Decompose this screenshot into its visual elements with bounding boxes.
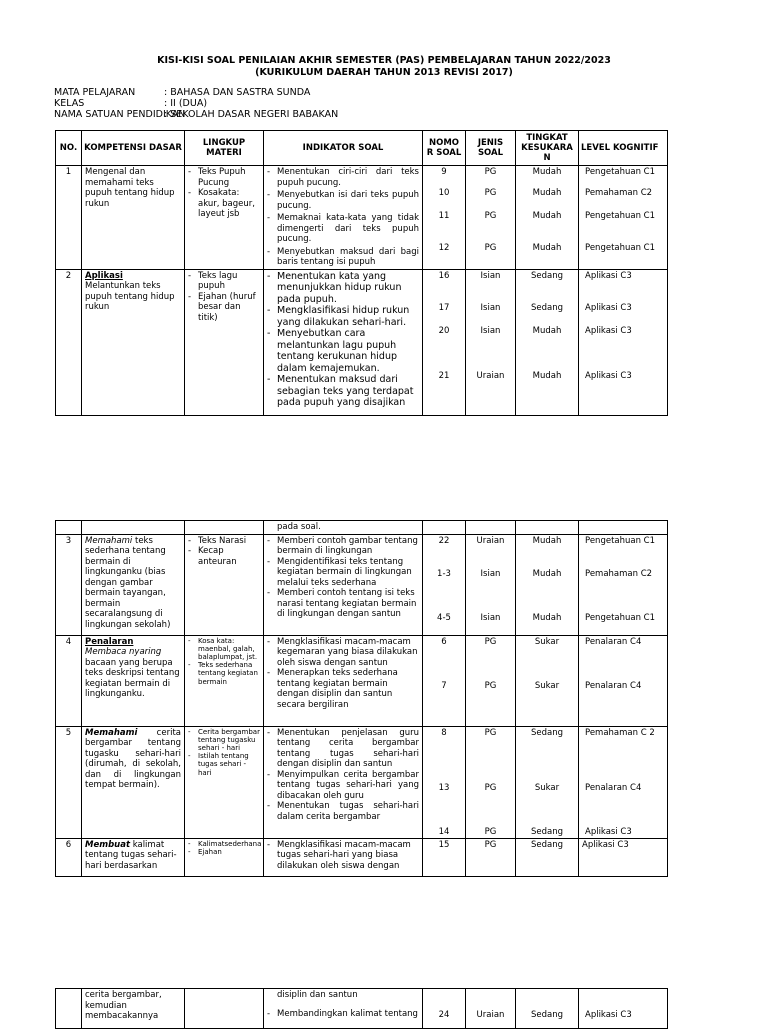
cell-kd bbox=[82, 534, 185, 635]
level-value: Aplikasi C3 bbox=[585, 302, 632, 313]
tingkat-value: Sedang bbox=[530, 270, 563, 281]
indikator-item: Memaknai kata-kata yang tidak dimengerti dari teks pupuh pucung. bbox=[277, 213, 419, 244]
document-meta bbox=[54, 87, 338, 120]
cell-nomor: 15 bbox=[423, 838, 466, 876]
cell-jenis bbox=[466, 726, 516, 838]
table-row bbox=[56, 534, 668, 635]
title-line-2: (KURIKULUM DAERAH TAHUN 2013 REVISI 2017) bbox=[255, 67, 513, 78]
cell-jenis bbox=[466, 269, 516, 415]
tingkat-value: Mudah bbox=[532, 325, 562, 336]
document-title bbox=[0, 55, 768, 79]
header-lingkup: LINGKUP MATERI bbox=[185, 131, 264, 166]
level-value: Pemahaman C2 bbox=[585, 188, 653, 198]
cell-level bbox=[579, 166, 668, 270]
meta-value: : II (DUA) bbox=[164, 98, 208, 109]
tingkat-value: Sukar bbox=[534, 782, 560, 793]
lingkup-item: Cerita bergambar tentang tugasku sehari - hari bbox=[198, 727, 260, 752]
table-row bbox=[56, 635, 668, 726]
cell-lingkup: - Teks Pupuh Pucung - Kosakata: akur, bageur, layeut jsb bbox=[185, 166, 264, 270]
cell-indikator: - Menentukan penjelasan guru tentang cerita bergambar tentang tugas sehari-hari dengan disiplin dan santun - Menyimpulkan cerita bergambar tentang tugas sehari-hari yang dibacakan oleh guru - Menentukan tugas sehari-hari dalam cerita bergambar bbox=[264, 726, 423, 838]
cell-tingkat bbox=[516, 534, 579, 635]
kd-lead: Membuat bbox=[85, 839, 131, 850]
kd-lead: Memahami bbox=[85, 535, 133, 546]
cell-lingkup: - Kosa kata: maenbal, galah, balaplumpat, jst. - Teks sederhana tentang kegiatan bermain bbox=[185, 635, 264, 726]
meta-row-subject bbox=[54, 87, 338, 98]
indikator-item: Memberi contoh gambar tentang bermain di lingkungan bbox=[277, 535, 418, 556]
nomor-value: 22 bbox=[438, 535, 450, 546]
cell-kd bbox=[82, 635, 185, 726]
cell-no: 3 bbox=[56, 534, 82, 635]
cell-jenis bbox=[466, 534, 516, 635]
level-value: Pengetahuan C1 bbox=[585, 167, 656, 177]
jenis-value: PG bbox=[484, 782, 497, 793]
indikator-item: Menentukan maksud dari sebagian teks yang terdapat pada pupuh yang disajikan bbox=[277, 374, 414, 408]
cell-indikator: - Mengklasifikasi macam-macam tugas sehari-hari yang biasa dilakukan oleh siswa dengan bbox=[264, 838, 423, 876]
tingkat-value: Sedang bbox=[530, 302, 563, 313]
cell-level bbox=[579, 989, 668, 1029]
cell-nomor bbox=[423, 166, 466, 270]
tingkat-value: Sukar bbox=[534, 636, 560, 647]
cell-indikator bbox=[264, 521, 423, 535]
jenis-value: PG bbox=[484, 680, 497, 691]
cell-kd: cerita bergambar, kemudian membacakannya bbox=[82, 989, 185, 1029]
lingkup-item: Teks sederhana tentang kegiatan bermain bbox=[198, 661, 258, 686]
indikator-item: Menerapkan teks sederhana tentang kegiatan bermain dengan disiplin dan santun secara bergiliran bbox=[277, 668, 398, 710]
tingkat-value: Sedang bbox=[530, 1010, 563, 1020]
cell-lingkup: - Cerita bergambar tentang tugasku sehari - hari - Istilah tentang tugas sehari - hari bbox=[185, 726, 264, 838]
nomor-value: 9 bbox=[441, 167, 447, 177]
indikator-item: Menyimpulkan cerita bergambar tentang tugas sehari-hari yang dibacakan oleh guru bbox=[277, 769, 419, 801]
cell-level bbox=[579, 635, 668, 726]
nomor-value: 21 bbox=[438, 370, 450, 381]
cell-empty bbox=[56, 521, 82, 535]
indikator-item: Mengidentifikasi teks tentang kegiatan bermain di lingkungan melalui teks sederhana bbox=[277, 556, 412, 588]
cell-empty bbox=[82, 521, 185, 535]
cell-indikator: - Menentukan ciri-ciri dari teks pupuh pucung. - Menyebutkan isi dari teks pupuh pucung. - Memaknai kata-kata yang tidak dimengerti dari teks pupuh pucung. - Menyebutkan maksud dari bagi baris tentang isi pupuh bbox=[264, 166, 423, 270]
jenis-value: PG bbox=[484, 826, 497, 837]
cell-kd: Mengenal dan memahami teks pupuh tentang hidup rukun bbox=[82, 166, 185, 270]
jenis-value: Isian bbox=[480, 270, 501, 281]
header-level: LEVEL KOGNITIF bbox=[579, 131, 668, 166]
cell-empty bbox=[579, 521, 668, 535]
lingkup-item: Kalimatsederhana bbox=[198, 839, 262, 848]
level-value: Pemahaman C 2 bbox=[585, 727, 655, 738]
cell-nomor bbox=[423, 534, 466, 635]
cell-tingkat bbox=[516, 726, 579, 838]
cell-kd bbox=[82, 838, 185, 876]
cell-empty bbox=[423, 521, 466, 535]
level-value: Aplikasi C3 bbox=[585, 325, 632, 336]
cell-indikator: disiplin dan santun - Membandingkan kalimat tentang bbox=[264, 989, 423, 1029]
table-row bbox=[56, 726, 668, 838]
kd-text: kalimat tentang tugas sehari-hari berdasarkan bbox=[85, 839, 177, 871]
table-row bbox=[56, 166, 668, 270]
nomor-value: 1-3 bbox=[437, 568, 451, 579]
cell-empty bbox=[466, 521, 516, 535]
header-jenis: JENIS SOAL bbox=[466, 131, 516, 166]
nomor-value: 4-5 bbox=[437, 612, 451, 623]
cell-indikator: - Memberi contoh gambar tentang bermain di lingkungan - Mengidentifikasi teks tentang kegiatan bermain di lingkungan melalui teks sederhana - Memberi contoh tentang isi teks narasi tentang kegiatan bermain di lingkungan dengan santun bbox=[264, 534, 423, 635]
cell-tingkat bbox=[516, 989, 579, 1029]
lingkup-item: Teks Narasi bbox=[198, 535, 247, 546]
cell-empty bbox=[56, 989, 82, 1029]
indikator-continuation: pada soal. bbox=[277, 522, 321, 532]
kisi-kisi-table-part-1 bbox=[55, 130, 668, 416]
tingkat-value: Mudah bbox=[532, 188, 562, 198]
kd-lead: Membaca nyaring bbox=[85, 647, 162, 657]
cell-level bbox=[579, 534, 668, 635]
jenis-value: PG bbox=[484, 727, 497, 738]
indikator-item: Menentukan kata yang menunjukkan hidup rukun pada pupuh. bbox=[277, 270, 402, 305]
kd-text: teks sederhana tentang bermain di lingkunganku (bias dengan gambar bermain tayangan, bermain secaralangsung di lingkungan sekolah) bbox=[85, 535, 171, 630]
indikator-item: Menentukan ciri-ciri dari teks pupuh pucung. bbox=[277, 167, 419, 188]
kd-lead: Memahami bbox=[85, 727, 138, 738]
tingkat-value: Mudah bbox=[532, 167, 562, 177]
level-value: Pengetahuan C1 bbox=[585, 243, 656, 253]
cell-tingkat bbox=[516, 269, 579, 415]
tingkat-value: Mudah bbox=[532, 535, 562, 546]
tingkat-value: Sedang bbox=[530, 727, 563, 738]
cell-indikator: - Mengklasifikasi macam-macam kegemaran yang biasa dilakukan oleh siswa dengan santun - Menerapkan teks sederhana tentang kegiatan bermain dengan disiplin dan santun secara bergiliran bbox=[264, 635, 423, 726]
title-line-1: KISI-KISI SOAL PENILAIAN AKHIR SEMESTER (PAS) PEMBELAJARAN TAHUN 2022/2023 bbox=[157, 55, 611, 66]
jenis-value: Uraian bbox=[476, 535, 505, 546]
cell-tingkat bbox=[516, 635, 579, 726]
lingkup-item: Istilah tentang tugas sehari - hari bbox=[198, 752, 249, 777]
tingkat-value: Mudah bbox=[532, 370, 562, 381]
kd-title: Aplikasi bbox=[85, 270, 123, 281]
level-value: Penalaran C4 bbox=[585, 680, 642, 691]
tingkat-value: Mudah bbox=[532, 612, 562, 623]
cell-empty bbox=[185, 989, 264, 1029]
nomor-value: 13 bbox=[438, 782, 450, 793]
meta-row-school bbox=[54, 109, 338, 120]
kd-text: bacaan yang berupa teks deskripsi tentang kegiatan bermain di lingkunganku. bbox=[85, 657, 180, 699]
indikator-item: Mengklasifikasi macam-macam kegemaran yang biasa dilakukan oleh siswa dengan santun bbox=[277, 636, 418, 668]
level-value: Aplikasi C3 bbox=[585, 270, 632, 281]
nomor-value: 20 bbox=[438, 325, 450, 336]
tingkat-value: Sedang bbox=[530, 826, 563, 837]
kd-text: Melantunkan teks pupuh tentang hidup rukun bbox=[85, 281, 175, 312]
nomor-value: 17 bbox=[438, 302, 450, 313]
kisi-kisi-table-part-3 bbox=[55, 988, 668, 1029]
cell-level bbox=[579, 269, 668, 415]
cell-lingkup: - Teks Narasi - Kecap anteuran bbox=[185, 534, 264, 635]
level-value: Aplikasi C3 bbox=[585, 370, 632, 381]
cell-level: Aplikasi C3 bbox=[579, 838, 668, 876]
tingkat-value: Sukar bbox=[534, 680, 560, 691]
cell-jenis bbox=[466, 166, 516, 270]
level-value: Aplikasi C3 bbox=[585, 1010, 632, 1020]
tingkat-value: Mudah bbox=[532, 243, 562, 253]
header-indikator: INDIKATOR SOAL bbox=[264, 131, 423, 166]
table-row bbox=[56, 838, 668, 876]
cell-lingkup: - Kalimatsederhana - Ejahan bbox=[185, 838, 264, 876]
cell-no: 4 bbox=[56, 635, 82, 726]
indikator-item: Menyebutkan maksud dari bagi baris tentang isi pupuh bbox=[277, 246, 419, 267]
lingkup-item: Ejahan (huruf besar dan titik) bbox=[198, 291, 256, 323]
nomor-value: 8 bbox=[441, 727, 447, 738]
jenis-value: Isian bbox=[480, 325, 501, 336]
indikator-item: Mengklasifikasi macam-macam tugas sehari-hari yang biasa dilakukan oleh siswa dengan bbox=[277, 839, 411, 871]
cell-empty bbox=[185, 521, 264, 535]
cell-tingkat bbox=[516, 166, 579, 270]
header-nomor: NOMO R SOAL bbox=[423, 131, 466, 166]
nomor-value: 7 bbox=[441, 680, 447, 691]
jenis-value: Isian bbox=[480, 568, 501, 579]
jenis-value: Isian bbox=[480, 612, 501, 623]
kd-text: cerita bergambar tentang tugasku sehari-hari (dirumah, di sekolah, dan di lingkungan tempat bermain). bbox=[85, 727, 181, 790]
tingkat-value: Mudah bbox=[532, 211, 562, 221]
nomor-value: 6 bbox=[441, 636, 447, 647]
indikator-item: Menyebutkan isi dari teks pupuh pucung. bbox=[277, 190, 419, 211]
cell-level bbox=[579, 726, 668, 838]
meta-label: MATA PELAJARAN bbox=[54, 87, 136, 98]
nomor-value: 10 bbox=[438, 188, 450, 198]
jenis-value: PG bbox=[484, 243, 497, 253]
level-value: Penalaran C4 bbox=[585, 782, 642, 793]
cell-jenis: PG bbox=[466, 838, 516, 876]
meta-row-class bbox=[54, 98, 338, 109]
lingkup-item: Teks lagu pupuh bbox=[198, 270, 238, 291]
cell-nomor bbox=[423, 726, 466, 838]
level-value: Pemahaman C2 bbox=[585, 568, 653, 579]
kisi-kisi-table-part-2 bbox=[55, 520, 668, 877]
cell-nomor bbox=[423, 269, 466, 415]
meta-label: NAMA SATUAN PENDIDIKAN bbox=[54, 109, 186, 120]
level-value: Pengetahuan C1 bbox=[585, 535, 656, 546]
cell-no: 2 bbox=[56, 269, 82, 415]
nomor-value: 12 bbox=[438, 243, 450, 253]
cell-nomor bbox=[423, 989, 466, 1029]
level-value: Penalaran C4 bbox=[585, 636, 642, 647]
jenis-value: Uraian bbox=[476, 370, 505, 381]
cell-indikator: - Menentukan kata yang menunjukkan hidup rukun pada pupuh. - Mengklasifikasi hidup rukun yang dilakukan sehari-hari. - Menyebutkan cara melantunkan lagu pupuh tentang kerukunan hidup dalam kemajemukan. - Menentukan maksud dari sebagian teks yang terdapat pada pupuh yang disajikan bbox=[264, 269, 423, 415]
level-value: Pengetahuan C1 bbox=[585, 211, 656, 221]
header-kd: KOMPETENSI DASAR bbox=[82, 131, 185, 166]
table-row-continuation bbox=[56, 989, 668, 1029]
cell-empty bbox=[516, 521, 579, 535]
jenis-value: PG bbox=[484, 636, 497, 647]
level-value: Aplikasi C3 bbox=[585, 826, 632, 837]
lingkup-item: Teks Pupuh Pucung bbox=[198, 167, 246, 188]
lingkup-item: Ejahan bbox=[198, 847, 222, 856]
nomor-value: 24 bbox=[438, 1010, 450, 1020]
indikator-item: Menentukan tugas sehari-hari dalam cerita bergambar bbox=[277, 801, 419, 822]
cell-no: 5 bbox=[56, 726, 82, 838]
table-row bbox=[56, 269, 668, 415]
kd-title: Penalaran bbox=[85, 636, 134, 647]
indikator-item: Membandingkan kalimat tentang bbox=[277, 1008, 418, 1019]
cell-jenis bbox=[466, 989, 516, 1029]
header-no: NO. bbox=[56, 131, 82, 166]
indikator-item: Menentukan penjelasan guru tentang cerita bergambar tentang tugas sehari-hari dengan disiplin dan santun bbox=[277, 727, 419, 769]
cell-no: 1 bbox=[56, 166, 82, 270]
indikator-item: Memberi contoh tentang isi teks narasi tentang kegiatan bermain di lingkungan dengan santun bbox=[277, 588, 417, 619]
jenis-value: PG bbox=[484, 167, 497, 177]
jenis-value: Isian bbox=[480, 302, 501, 313]
nomor-value: 14 bbox=[438, 826, 450, 837]
lingkup-item: Kecap anteuran bbox=[198, 546, 237, 567]
lingkup-item: Kosa kata: maenbal, galah, balaplumpat, jst. bbox=[198, 636, 258, 661]
cell-lingkup: - Teks lagu pupuh - Ejahan (huruf besar dan titik) bbox=[185, 269, 264, 415]
cell-tingkat: Sedang bbox=[516, 838, 579, 876]
nomor-value: 11 bbox=[438, 211, 450, 221]
jenis-value: Uraian bbox=[476, 1010, 505, 1020]
cell-kd bbox=[82, 726, 185, 838]
cell-kd bbox=[82, 269, 185, 415]
jenis-value: PG bbox=[484, 188, 497, 198]
indikator-item: Menyebutkan cara melantunkan lagu pupuh tentang kerukunan hidup dalam kemajemukan. bbox=[277, 328, 397, 374]
table-header-row bbox=[56, 131, 668, 166]
table-row-continuation bbox=[56, 521, 668, 535]
indikator-item: Mengklasifikasi hidup rukun yang dilakukan sehari-hari. bbox=[277, 305, 410, 328]
tingkat-value: Mudah bbox=[532, 568, 562, 579]
cell-jenis bbox=[466, 635, 516, 726]
meta-value: : BAHASA DAN SASTRA SUNDA bbox=[164, 87, 311, 98]
header-tingkat: TINGKAT KESUKARA N bbox=[516, 131, 579, 166]
indikator-continuation: disiplin dan santun bbox=[277, 990, 358, 1000]
nomor-value: 16 bbox=[438, 270, 450, 281]
meta-value: : SEKOLAH DASAR NEGERI BABAKAN bbox=[164, 109, 339, 120]
cell-no: 6 bbox=[56, 838, 82, 876]
lingkup-item: Kosakata: akur, bageur, layeut jsb bbox=[198, 188, 255, 219]
cell-nomor bbox=[423, 635, 466, 726]
meta-label: KELAS bbox=[54, 98, 85, 109]
level-value: Pengetahuan C1 bbox=[585, 612, 656, 623]
jenis-value: PG bbox=[484, 211, 497, 221]
